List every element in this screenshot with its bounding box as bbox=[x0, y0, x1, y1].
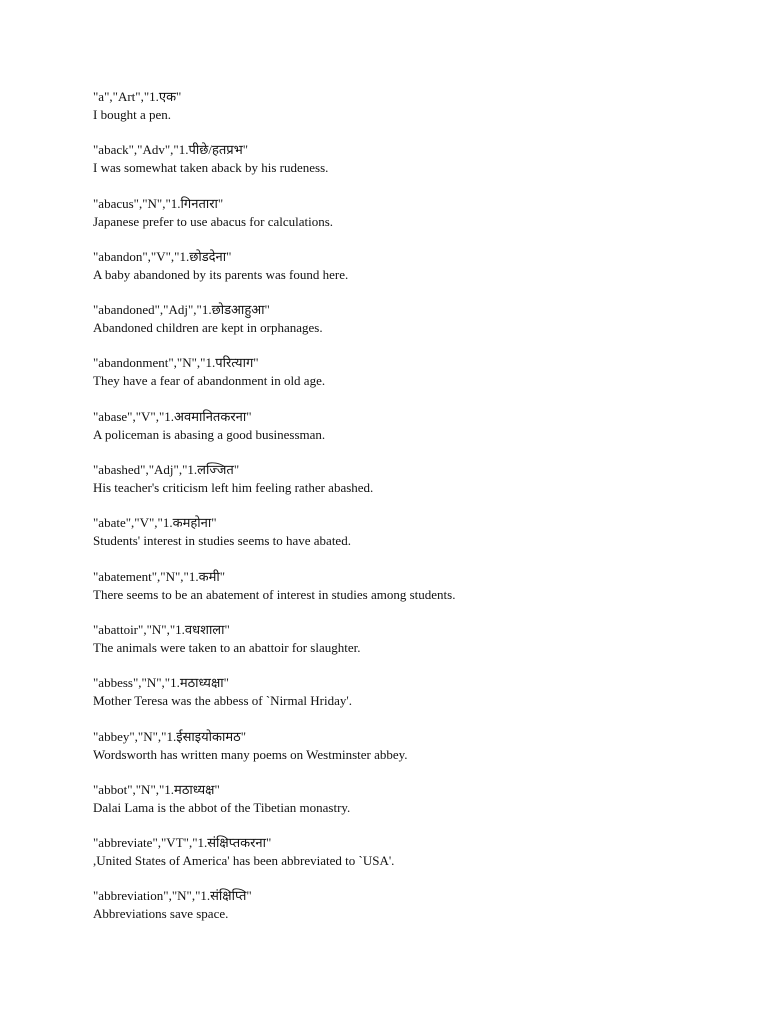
entry-headword: "a","Art","1.एक" bbox=[93, 89, 182, 104]
entry-example: ,United States of America' has been abbreviated to `USA'. bbox=[93, 853, 395, 869]
entry-example: Dalai Lama is the abbot of the Tibetian monastry. bbox=[93, 799, 351, 815]
dictionary-entry bbox=[93, 674, 733, 727]
entry-headword: "abbot","N","1.मठाध्यक्ष" bbox=[93, 781, 220, 797]
dictionary-entry bbox=[93, 408, 733, 461]
entry-example: I bought a pen. bbox=[93, 107, 171, 122]
dictionary-entry bbox=[93, 887, 733, 940]
dictionary-entry bbox=[93, 141, 733, 194]
entry-headword: "abbess","N","1.मठाध्यक्षा" bbox=[93, 675, 229, 691]
entry-headword: "abandoned","Adj","1.छोडआहुआ" bbox=[93, 302, 270, 318]
dictionary-entry bbox=[93, 728, 733, 781]
dictionary-page bbox=[93, 88, 733, 941]
entry-example: A baby abandoned by its parents was found here. bbox=[93, 266, 349, 282]
entry-headword: "abatement","N","1.कमी" bbox=[93, 568, 226, 584]
entry-example: The animals were taken to an abattoir for slaughter. bbox=[93, 639, 361, 655]
entry-example: Abbreviations save space. bbox=[93, 906, 229, 922]
entry-example: There seems to be an abatement of interest in studies among students. bbox=[93, 586, 456, 602]
entry-headword: "abbey","N","1.ईसाइयोकामठ" bbox=[93, 728, 247, 744]
dictionary-entry bbox=[93, 248, 733, 301]
entry-headword: "abashed","Adj","1.लज्जित" bbox=[93, 462, 240, 478]
dictionary-entry bbox=[93, 568, 733, 621]
dictionary-entry bbox=[93, 301, 733, 354]
entry-headword: "abbreviation","N","1.संक्षिप्ति" bbox=[93, 888, 252, 904]
entry-example: Students' interest in studies seems to have abated. bbox=[93, 533, 351, 549]
dictionary-entry bbox=[93, 781, 733, 834]
entry-headword: "abase","V","1.अवमानितकरना" bbox=[93, 408, 252, 424]
entry-example: A policeman is abasing a good businessman. bbox=[93, 426, 326, 442]
dictionary-entry bbox=[93, 621, 733, 674]
entry-headword: "abandonment","N","1.परित्याग" bbox=[93, 355, 259, 371]
entry-example: Wordsworth has written many poems on Westminster abbey. bbox=[93, 746, 408, 762]
entry-headword: "abate","V","1.कमहोना" bbox=[93, 515, 217, 531]
entry-headword: "abattoir","N","1.वधशाला" bbox=[93, 621, 230, 637]
entry-example: Abandoned children are kept in orphanages. bbox=[93, 320, 323, 336]
dictionary-entry bbox=[93, 354, 733, 407]
entry-example: Japanese prefer to use abacus for calculations. bbox=[93, 213, 334, 229]
dictionary-entry bbox=[93, 834, 733, 887]
entry-headword: "abacus","N","1.गिनतारा" bbox=[93, 195, 224, 211]
entry-headword: "abbreviate","VT","1.संक्षिप्तकरना" bbox=[93, 835, 272, 851]
entry-example: His teacher's criticism left him feeling rather abashed. bbox=[93, 480, 374, 496]
entry-headword: "abandon","V","1.छोडदेना" bbox=[93, 248, 232, 264]
dictionary-entry bbox=[93, 88, 733, 141]
entry-headword: "aback","Adv","1.पीछे/हतप्रभ" bbox=[93, 142, 249, 158]
entry-example: They have a fear of abandonment in old age. bbox=[93, 373, 326, 389]
entry-example: I was somewhat taken aback by his rudeness. bbox=[93, 160, 329, 176]
dictionary-entry bbox=[93, 195, 733, 248]
dictionary-entry bbox=[93, 461, 733, 514]
dictionary-entry bbox=[93, 514, 733, 567]
entry-example: Mother Teresa was the abbess of `Nirmal Hriday'. bbox=[93, 693, 352, 709]
